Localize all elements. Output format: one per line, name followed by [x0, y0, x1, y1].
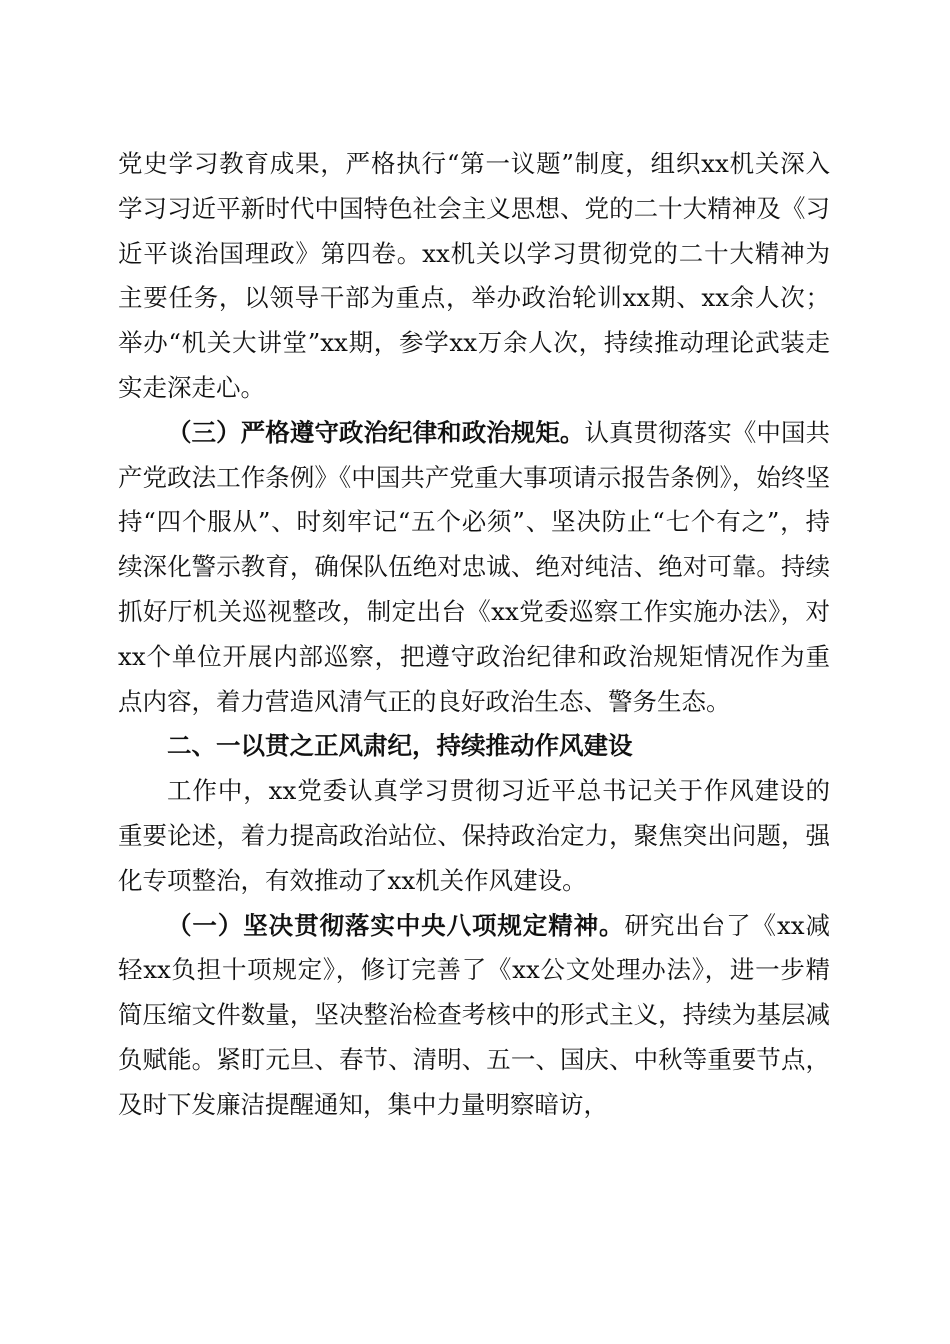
- paragraph-eight-regulations: [118, 904, 830, 1128]
- paragraph-political-discipline: [118, 411, 830, 725]
- section-heading-2: 二、一以贯之正风肃纪，持续推动作风建设: [167, 731, 633, 761]
- section-lead-1: （一）坚决贯彻落实中央八项规定精神。: [167, 910, 625, 940]
- section-lead-3: （三）严格遵守政治纪律和政治规矩。: [167, 417, 585, 447]
- paragraph-text: 研究出台了《xx减轻xx负担十项规定》，修订完善了《xx公文处理办法》，进一步精简压缩文件数量，坚决整治检查考核中的形式主义，持续为基层减负赋能。紧盯元旦、春节、清明、五一、国庆、中秋等重要节点，及时下发廉洁提醒通知，集中力量明察暗访，: [118, 910, 831, 1119]
- document-body: [118, 142, 830, 1128]
- paragraph-continued-study: [118, 142, 830, 411]
- paragraph-text: 认真贯彻落实《中国共产党政法工作条例》《中国共产党重大事项请示报告条例》，始终坚持“四个服从”、时刻牢记“五个必须”、坚决防止“七个有之”，持续深化警示教育，确保队伍绝对忠诚、绝对纯洁、绝对可靠。持续抓好厅机关巡视整改，制定出台《xx党委巡察工作实施办法》，对xx个单位开展内部巡察，把遵守政治纪律和政治规矩情况作为重点内容，着力营造风清气正的良好政治生态、警务生态。: [118, 417, 831, 716]
- paragraph-work-style-intro: [118, 769, 830, 903]
- paragraph-text: 党史学习教育成果，严格执行“第一议题”制度，组织xx机关深入学习习近平新时代中国特色社会主义思想、党的二十大精神及《习近平谈治国理政》第四卷。xx机关以学习贯彻党的二十大精神为主要任务，以领导干部为重点，举办政治轮训xx期、xx余人次；举办“机关大讲堂”xx期，参学xx万余人次，持续推动理论武装走实走深走心。: [118, 149, 830, 402]
- paragraph-text: 工作中，xx党委认真学习贯彻习近平总书记关于作风建设的重要论述，着力提高政治站位、保持政治定力，聚焦突出问题，强化专项整治，有效推动了xx机关作风建设。: [118, 776, 830, 895]
